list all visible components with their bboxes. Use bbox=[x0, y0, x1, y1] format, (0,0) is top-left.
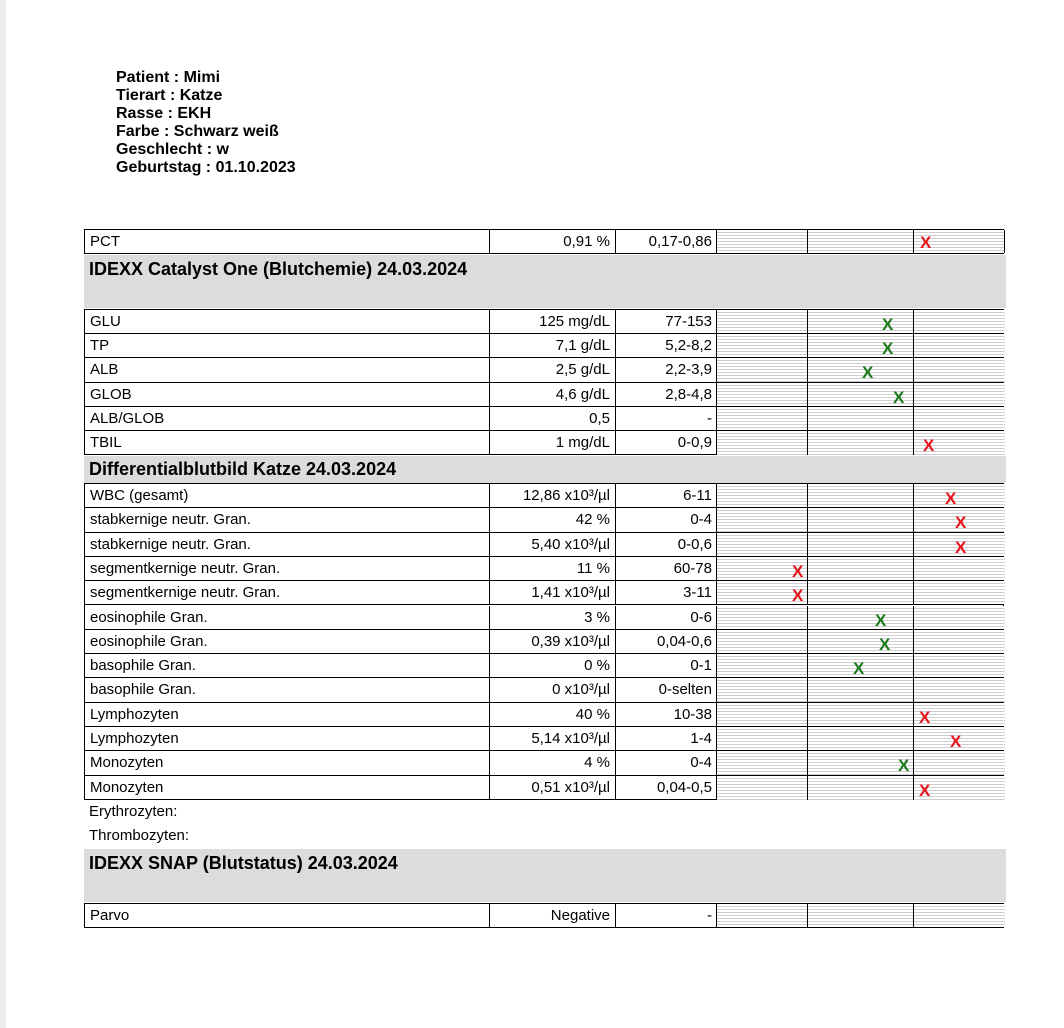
patient-name: Patient : Mimi bbox=[116, 69, 221, 86]
test-reference: - bbox=[616, 904, 717, 927]
test-reference: 3-11 bbox=[616, 581, 717, 604]
range-zone-normal bbox=[808, 431, 914, 455]
test-name: PCT bbox=[85, 230, 490, 253]
table-row bbox=[85, 310, 1003, 334]
test-value: 7,1 g/dL bbox=[490, 334, 616, 357]
range-zone-low bbox=[717, 776, 808, 800]
range-zone-low bbox=[717, 358, 808, 381]
test-name: Monozyten bbox=[85, 751, 490, 774]
test-reference: 0,04-0,5 bbox=[616, 776, 717, 800]
test-name: eosinophile Gran. bbox=[85, 630, 490, 653]
range-zone-low bbox=[717, 407, 808, 430]
range-zone-normal bbox=[808, 727, 914, 750]
test-value: 0,39 x10³/µl bbox=[490, 630, 616, 653]
normal-flag-mark: X bbox=[853, 659, 865, 679]
test-name: segmentkernige neutr. Gran. bbox=[85, 557, 490, 580]
range-zone-high bbox=[914, 606, 1005, 629]
range-zone-low bbox=[717, 310, 808, 333]
test-value: 0 x10³/µl bbox=[490, 678, 616, 701]
range-zone-normal bbox=[808, 310, 914, 333]
range-zone-normal bbox=[808, 358, 914, 381]
test-value: 0 % bbox=[490, 654, 616, 677]
range-zone-low bbox=[717, 230, 808, 253]
test-reference: 0-0,9 bbox=[616, 431, 717, 455]
test-reference: 0-6 bbox=[616, 606, 717, 629]
table-row-pct bbox=[84, 229, 1004, 254]
test-name: Monozyten bbox=[85, 776, 490, 800]
test-name: ALB/GLOB bbox=[85, 407, 490, 430]
table-row bbox=[85, 484, 1003, 508]
range-zone-low bbox=[717, 383, 808, 406]
range-zone-normal bbox=[808, 407, 914, 430]
erythrozyten-label: Erythrozyten: bbox=[89, 803, 178, 820]
table-row bbox=[85, 581, 1003, 605]
range-zone-normal bbox=[808, 630, 914, 653]
snap-table bbox=[84, 903, 1004, 928]
table-row bbox=[85, 334, 1003, 358]
range-zone-low bbox=[717, 630, 808, 653]
range-zone-low bbox=[717, 431, 808, 455]
test-reference: 2,8-4,8 bbox=[616, 383, 717, 406]
test-name: GLU bbox=[85, 310, 490, 333]
range-zone-low bbox=[717, 904, 808, 927]
table-row bbox=[85, 606, 1003, 630]
range-zone-high bbox=[914, 904, 1005, 927]
test-name: stabkernige neutr. Gran. bbox=[85, 533, 490, 556]
table-row bbox=[85, 533, 1003, 557]
range-zone-low bbox=[717, 334, 808, 357]
low-flag-mark: X bbox=[792, 586, 804, 606]
test-reference: 10-38 bbox=[616, 703, 717, 726]
high-flag-mark: X bbox=[923, 436, 935, 455]
patient-info bbox=[116, 69, 296, 177]
test-name: ALB bbox=[85, 358, 490, 381]
range-zone-normal bbox=[808, 703, 914, 726]
normal-flag-mark: X bbox=[882, 315, 894, 334]
test-value: 2,5 g/dL bbox=[490, 358, 616, 381]
test-value: 1,41 x10³/µl bbox=[490, 581, 616, 604]
test-name: WBC (gesamt) bbox=[85, 484, 490, 507]
thrombozyten-label: Thrombozyten: bbox=[89, 827, 190, 844]
range-zone-high bbox=[914, 557, 1005, 580]
table-row bbox=[85, 407, 1003, 431]
table-row bbox=[85, 431, 1003, 455]
test-value: 0,5 bbox=[490, 407, 616, 430]
test-value: 1 mg/dL bbox=[490, 431, 616, 455]
range-zone-normal bbox=[808, 484, 914, 507]
section-title: IDEXX Catalyst One (Blutchemie) 24.03.2024 bbox=[89, 259, 468, 279]
range-zone-normal bbox=[808, 334, 914, 357]
low-flag-mark: X bbox=[792, 561, 804, 581]
section-title: IDEXX SNAP (Blutstatus) 24.03.2024 bbox=[89, 853, 398, 873]
range-zone-normal bbox=[808, 230, 914, 253]
high-flag-mark: X bbox=[919, 780, 931, 800]
patient-sex: Geschlecht : w bbox=[116, 141, 229, 158]
patient-color: Farbe : Schwarz weiß bbox=[116, 123, 279, 140]
range-zone-high bbox=[914, 310, 1005, 333]
test-name: Parvo bbox=[85, 904, 490, 927]
test-value: 11 % bbox=[490, 557, 616, 580]
range-zone-high bbox=[914, 407, 1005, 430]
range-zone-high bbox=[914, 630, 1005, 653]
table-row bbox=[85, 630, 1003, 654]
table-row bbox=[85, 904, 1003, 927]
high-flag-mark: X bbox=[920, 233, 932, 252]
range-zone-normal bbox=[808, 606, 914, 629]
patient-birthday: Geburtstag : 01.10.2023 bbox=[116, 159, 296, 176]
test-reference: 0,04-0,6 bbox=[616, 630, 717, 653]
test-value: Negative bbox=[490, 904, 616, 927]
test-value: 4 % bbox=[490, 751, 616, 774]
section-header-catalyst bbox=[84, 255, 1006, 308]
test-name: segmentkernige neutr. Gran. bbox=[85, 581, 490, 604]
range-zone-high bbox=[914, 581, 1005, 604]
table-row bbox=[85, 654, 1003, 678]
range-zone-low bbox=[717, 751, 808, 774]
range-zone-normal bbox=[808, 533, 914, 556]
table-row bbox=[85, 557, 1003, 581]
table-row bbox=[85, 358, 1003, 382]
test-reference: 2,2-3,9 bbox=[616, 358, 717, 381]
range-zone-high bbox=[914, 358, 1005, 381]
range-zone-high bbox=[914, 751, 1005, 774]
test-name: GLOB bbox=[85, 383, 490, 406]
high-flag-mark: X bbox=[950, 732, 962, 751]
table-row bbox=[85, 776, 1003, 800]
test-reference: 0-selten bbox=[616, 678, 717, 701]
normal-flag-mark: X bbox=[875, 610, 887, 630]
page-left-margin bbox=[0, 0, 6, 1028]
high-flag-mark: X bbox=[945, 489, 957, 508]
range-zone-normal bbox=[808, 508, 914, 531]
table-row bbox=[85, 383, 1003, 407]
test-name: Lymphozyten bbox=[85, 703, 490, 726]
range-zone-low bbox=[717, 484, 808, 507]
range-zone-high bbox=[914, 678, 1005, 701]
test-reference: 0-4 bbox=[616, 751, 717, 774]
test-value: 42 % bbox=[490, 508, 616, 531]
table-row bbox=[85, 751, 1003, 775]
range-zone-low bbox=[717, 727, 808, 750]
patient-species: Tierart : Katze bbox=[116, 87, 223, 104]
patient-breed: Rasse : EKH bbox=[116, 105, 212, 122]
normal-flag-mark: X bbox=[898, 756, 910, 776]
table-row bbox=[85, 678, 1003, 702]
test-reference: 0-0,6 bbox=[616, 533, 717, 556]
range-zone-normal bbox=[808, 776, 914, 800]
test-reference: 0-1 bbox=[616, 654, 717, 677]
test-value: 5,14 x10³/µl bbox=[490, 727, 616, 750]
test-value: 3 % bbox=[490, 606, 616, 629]
chemistry-table bbox=[84, 309, 1004, 455]
test-name: basophile Gran. bbox=[85, 678, 490, 701]
test-reference: 6-11 bbox=[616, 484, 717, 507]
table-row bbox=[85, 703, 1003, 727]
section-title: Differentialblutbild Katze 24.03.2024 bbox=[89, 459, 397, 479]
range-zone-normal bbox=[808, 678, 914, 701]
test-value: 5,40 x10³/µl bbox=[490, 533, 616, 556]
test-value: 12,86 x10³/µl bbox=[490, 484, 616, 507]
normal-flag-mark: X bbox=[893, 387, 905, 407]
test-value: 0,91 % bbox=[490, 230, 616, 253]
range-zone-normal bbox=[808, 557, 914, 580]
test-value: 4,6 g/dL bbox=[490, 383, 616, 406]
range-zone-high bbox=[914, 383, 1005, 406]
test-reference: 0-4 bbox=[616, 508, 717, 531]
table-row bbox=[85, 727, 1003, 751]
high-flag-mark: X bbox=[955, 513, 967, 533]
high-flag-mark: X bbox=[955, 537, 967, 557]
test-name: eosinophile Gran. bbox=[85, 606, 490, 629]
test-name: basophile Gran. bbox=[85, 654, 490, 677]
test-value: 0,51 x10³/µl bbox=[490, 776, 616, 800]
test-name: Lymphozyten bbox=[85, 727, 490, 750]
range-zone-low bbox=[717, 678, 808, 701]
range-zone-normal bbox=[808, 904, 914, 927]
test-reference: 77-153 bbox=[616, 310, 717, 333]
range-zone-low bbox=[717, 703, 808, 726]
differential-table bbox=[84, 483, 1004, 800]
test-reference: 0,17-0,86 bbox=[616, 230, 717, 253]
range-zone-low bbox=[717, 508, 808, 531]
range-zone-low bbox=[717, 533, 808, 556]
test-name: TP bbox=[85, 334, 490, 357]
table-row bbox=[85, 508, 1003, 532]
test-reference: 60-78 bbox=[616, 557, 717, 580]
test-reference: - bbox=[616, 407, 717, 430]
range-zone-high bbox=[914, 484, 1005, 507]
normal-flag-mark: X bbox=[862, 363, 874, 383]
range-zone-low bbox=[717, 654, 808, 677]
normal-flag-mark: X bbox=[879, 634, 891, 654]
range-zone-high bbox=[914, 334, 1005, 357]
range-zone-normal bbox=[808, 581, 914, 604]
test-name: stabkernige neutr. Gran. bbox=[85, 508, 490, 531]
test-value: 125 mg/dL bbox=[490, 310, 616, 333]
section-header-snap bbox=[84, 849, 1006, 902]
test-value: 40 % bbox=[490, 703, 616, 726]
high-flag-mark: X bbox=[919, 707, 931, 727]
test-reference: 1-4 bbox=[616, 727, 717, 750]
range-zone-high bbox=[914, 654, 1005, 677]
test-name: TBIL bbox=[85, 431, 490, 455]
normal-flag-mark: X bbox=[882, 339, 894, 359]
section-header-differential bbox=[84, 456, 1006, 483]
range-zone-low bbox=[717, 606, 808, 629]
test-reference: 5,2-8,2 bbox=[616, 334, 717, 357]
